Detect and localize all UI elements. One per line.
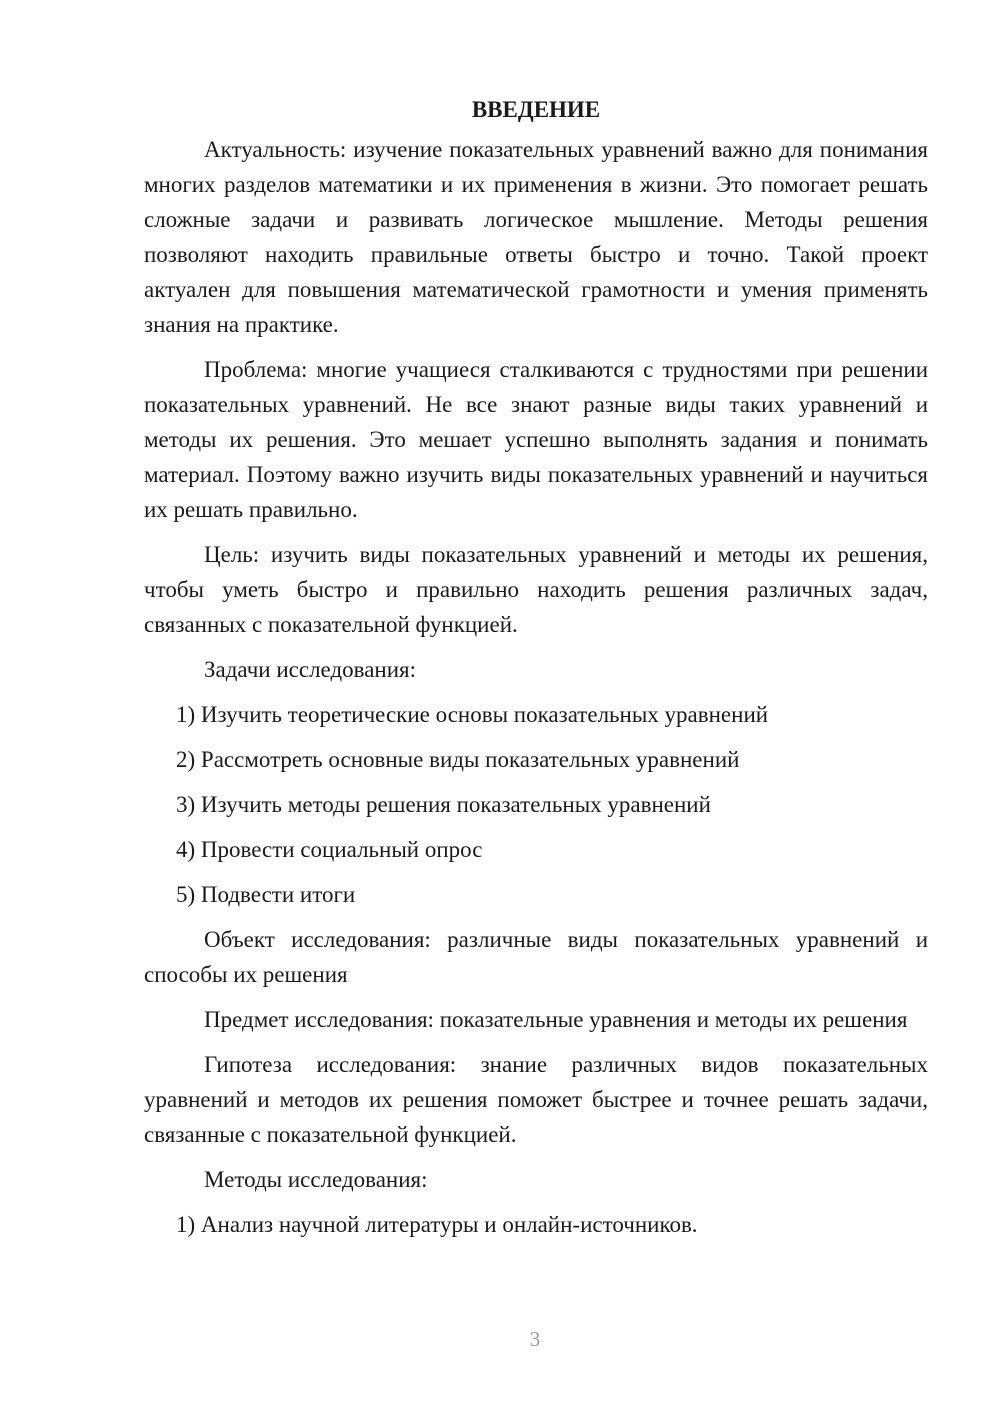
hypothesis-paragraph: Гипотеза исследования: знание различных видов показательных уравнений и методов их решения поможет быстрее и точнее решать задачи, связанные с показательной функцией. (144, 1052, 928, 1147)
subject-paragraph: Предмет исследования: показательные уравнения и методы их решения (204, 1007, 908, 1032)
page-number: 3 (529, 1327, 541, 1351)
methods-heading: Методы исследования: (204, 1167, 428, 1192)
methods-list (144, 1207, 928, 1242)
method-item: 1) Анализ научной литературы и онлайн-источников. (176, 1212, 698, 1237)
task-item: 3) Изучить методы решения показательных уравнений (176, 792, 711, 817)
object-paragraph: Объект исследования: различные виды показательных уравнений и способы их решения (144, 927, 928, 987)
problem-paragraph: Проблема: многие учащиеся сталкиваются с трудностями при решении показательных уравнений. Не все знают разные виды таких уравнений и методы их решения. Это мешает успешно выполнять задания и понимать материал. Поэтому важно изучить виды показательных уравнений и научиться их решать правильно. (144, 357, 928, 522)
document-title: ВВЕДЕНИЕ (471, 97, 601, 122)
task-item: 2) Рассмотреть основные виды показательных уравнений (176, 747, 740, 772)
relevance-paragraph: Актуальность: изучение показательных уравнений важно для понимания многих разделов математики и их применения в жизни. Это помогает решать сложные задачи и развивать логическое мышление. Методы решения позволяют находить правильные ответы быстро и точно. Такой проект актуален для повышения математической грамотности и умения применять знания на практике. (144, 137, 928, 337)
goal-paragraph: Цель: изучить виды показательных уравнений и методы их решения, чтобы уметь быстро и правильно находить решения различных задач, связанных с показательной функцией. (144, 542, 928, 637)
task-item: 1) Изучить теоретические основы показательных уравнений (176, 702, 769, 727)
tasks-heading: Задачи исследования: (204, 657, 417, 682)
document-page (144, 92, 928, 1252)
task-item: 5) Подвести итоги (176, 882, 356, 907)
task-item: 4) Провести социальный опрос (176, 837, 483, 862)
tasks-list (144, 697, 928, 912)
